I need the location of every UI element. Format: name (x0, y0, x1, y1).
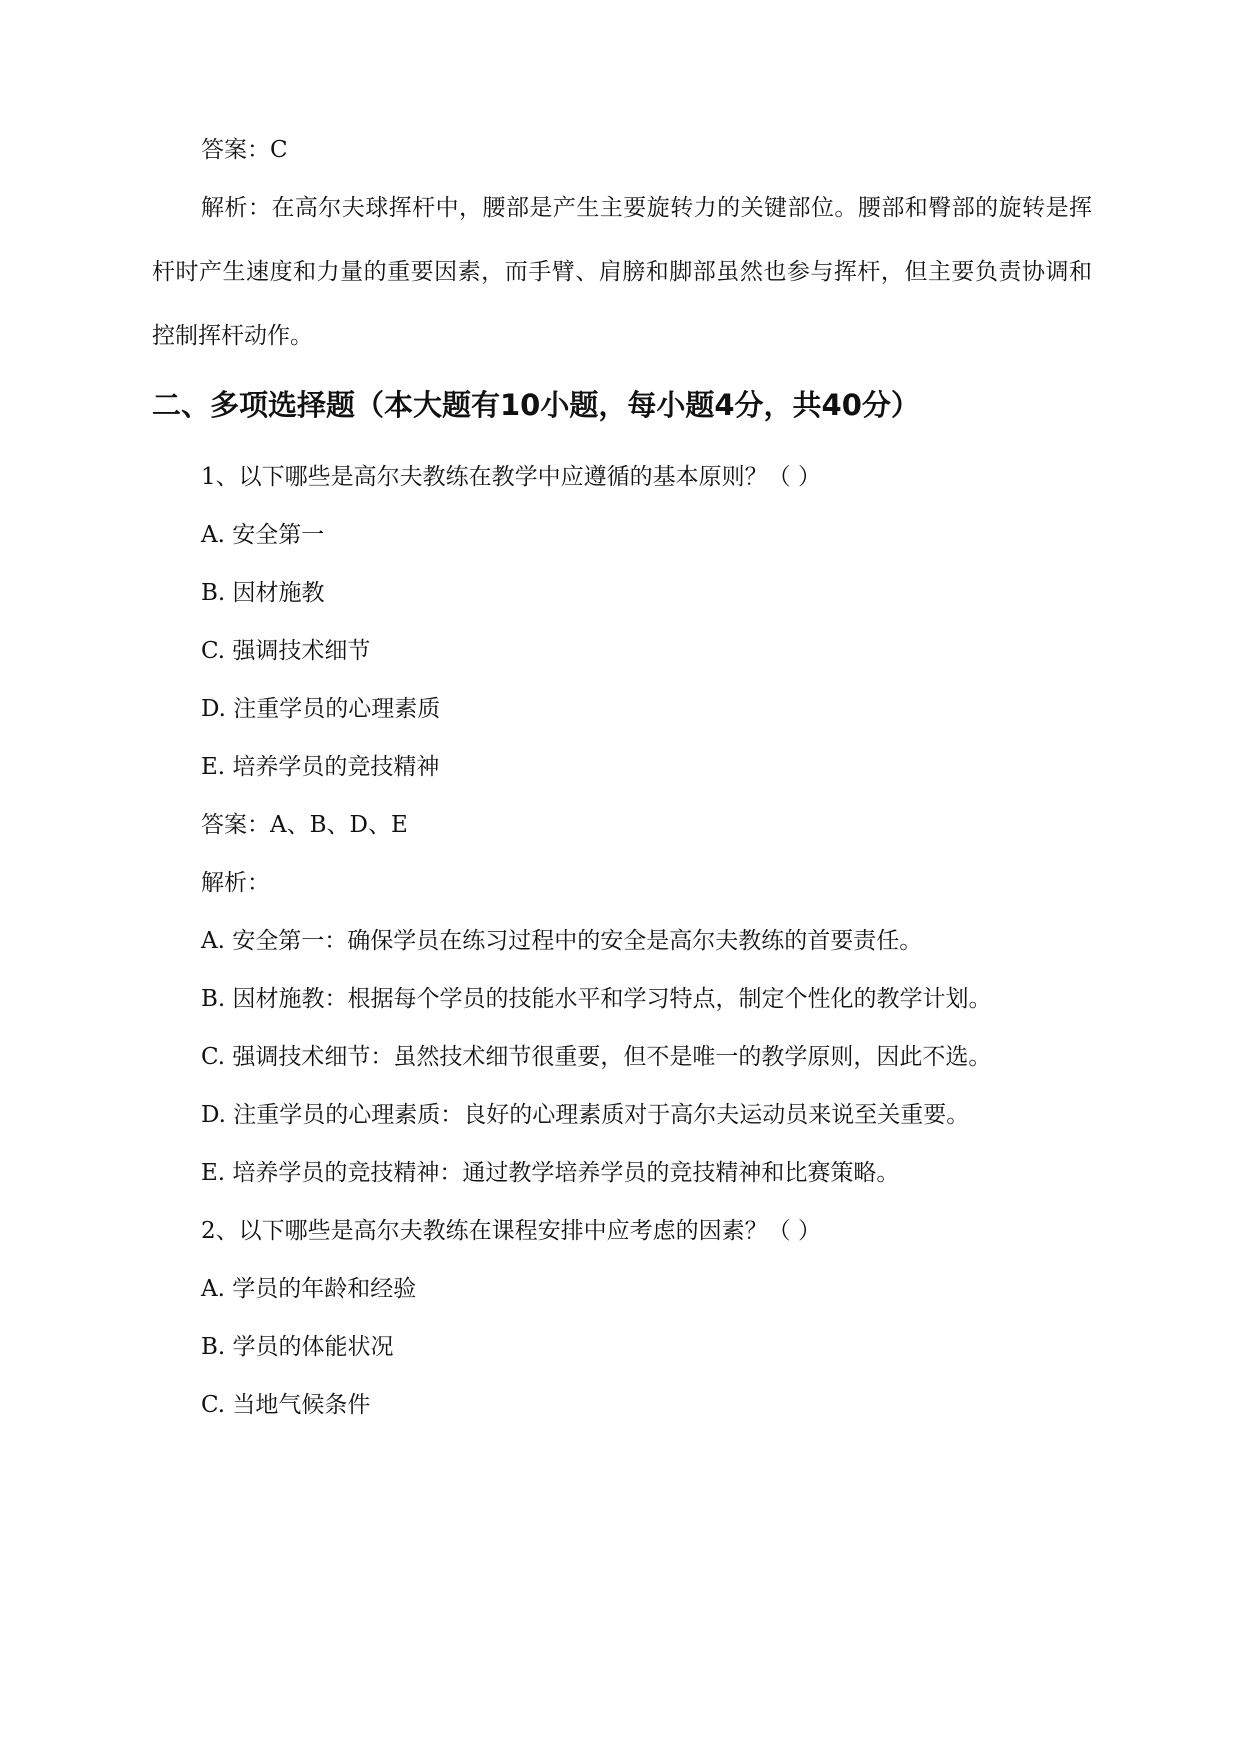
question-1-explanation-e: E. 培养学员的竞技精神：通过教学培养学员的竞技精神和比赛策略。 (201, 1160, 900, 1186)
question-1-answer: 答案：A、B、D、E (201, 812, 408, 838)
question-1-option-c: C. 强调技术细节 (201, 638, 371, 664)
question-1-explanation-d: D. 注重学员的心理素质：良好的心理素质对于高尔夫运动员来说至关重要。 (201, 1102, 970, 1128)
question-2-option-c: C. 当地气候条件 (201, 1392, 371, 1418)
question-1-explanation-a: A. 安全第一：确保学员在练习过程中的安全是高尔夫教练的首要责任。 (201, 928, 923, 954)
previous-explanation: 解析：在高尔夫球挥杆中，腰部是产生主要旋转力的关键部位。腰部和臀部的旋转是挥杆时产生速度和力量的重要因素，而手臂、肩膀和脚部虽然也参与挥杆，但主要负责协调和控制挥杆动作。 (152, 195, 1092, 349)
question-1-option-d: D. 注重学员的心理素质 (201, 696, 441, 722)
question-1-explanation-b: B. 因材施教：根据每个学员的技能水平和学习特点，制定个性化的教学计划。 (201, 986, 992, 1012)
question-2-option-b: B. 学员的体能状况 (201, 1334, 394, 1360)
question-2-option-a: A. 学员的年龄和经验 (201, 1276, 417, 1302)
question-1-option-e: E. 培养学员的竞技精神 (201, 754, 440, 780)
question-1-option-b: B. 因材施教 (201, 580, 325, 606)
previous-answer: 答案：C (201, 137, 288, 163)
section-heading: 二、多项选择题（本大题有10小题，每小题4分，共40分） (152, 388, 920, 422)
question-1-option-a: A. 安全第一 (201, 522, 325, 548)
question-1-stem: 1、以下哪些是高尔夫教练在教学中应遵循的基本原则？（ ） (201, 464, 821, 490)
question-1-explanation-label: 解析： (201, 870, 270, 896)
question-2-stem: 2、以下哪些是高尔夫教练在课程安排中应考虑的因素？（ ） (201, 1218, 821, 1244)
question-1-explanation-c: C. 强调技术细节：虽然技术细节很重要，但不是唯一的教学原则，因此不选。 (201, 1044, 992, 1070)
